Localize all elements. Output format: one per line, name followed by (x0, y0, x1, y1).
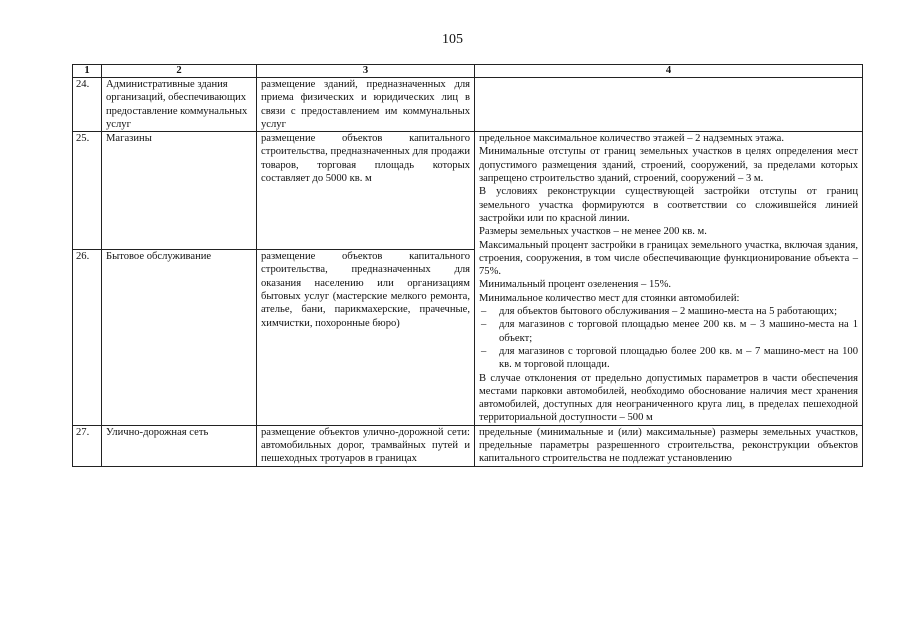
param-parking-title: Минимальное количество мест для стоянки автомобилей: (479, 292, 740, 304)
use-name: Бытовое обслуживание (102, 250, 257, 426)
list-item: – для объектов бытового обслуживания – 2 машино-места на 5 работающих; (479, 305, 858, 318)
param-parking-deviation: В случае отклонения от предельно допустимых параметров в части обеспечения местами парковки автомобилей, необходимо обоснование наличия мест хранения автомобилей, доступных для неограниченного круга лиц, в пределах пешеходной территориальной доступности – 500 м (479, 372, 858, 424)
param-not-set: предельные (минимальные и (или) максимальные) размеры земельных участков, предельные параметры разрешенного строительства, реконструкции объектов капитального строительства не подлежат установлению (479, 426, 858, 465)
use-params (475, 425, 863, 466)
use-description: размещение объектов капитального строительства, предназначенных для продажи товаров, торговая площадь которых составляет до 5000 кв. м (257, 132, 475, 250)
param-setbacks: Минимальные отступы от границ земельных участков в целях определения мест допустимого размещения зданий, строений, сооружений, за пределами которых запрещено строительство зданий, строений, сооружений – 3 м. (479, 146, 858, 185)
row-number: 26. (73, 250, 102, 426)
use-params (475, 132, 863, 426)
list-item: – для магазинов с торговой площадью более 200 кв. м – 7 машино-мест на 100 кв. м торговой площади. (479, 345, 858, 372)
table-row (73, 132, 863, 250)
list-item: – для магазинов с торговой площадью менее 200 кв. м – 3 машино-места на 1 объект; (479, 318, 858, 345)
header-col-2: 2 (102, 65, 257, 78)
zoning-table (72, 64, 863, 467)
param-reconstruction: В условиях реконструкции существующей застройки отступы от границ земельного участка формируются в соответствии со сложившейся линией застройки или по красной линии. (479, 186, 858, 224)
param-greenery: Минимальный процент озеленения – 15%. (479, 279, 672, 291)
table-row (73, 78, 863, 132)
param-coverage: Максимальный процент застройки в границах земельного участка, включая здания, строения, сооружения, в том числе обеспечивающие функционирование объекта – 75%. (479, 239, 858, 278)
parking-list (479, 305, 858, 371)
use-name: Улично-дорожная сеть (102, 425, 257, 466)
table-row (73, 425, 863, 466)
use-description: размещение объектов капитального строительства, предназначенных для оказания населению или организациям бытовых услуг (мастерские мелкого ремонта, ателье, бани, парикмахерские, прачечные, химчистки, похоронные бюро) (257, 250, 475, 426)
header-col-1: 1 (73, 65, 102, 78)
use-name: Магазины (102, 132, 257, 250)
row-number: 25. (73, 132, 102, 250)
header-col-3: 3 (257, 65, 475, 78)
header-col-4: 4 (475, 65, 863, 78)
use-params-empty (475, 78, 863, 132)
header-row (73, 65, 863, 78)
row-number: 24. (73, 78, 102, 132)
row-number: 27. (73, 425, 102, 466)
use-description: размещение зданий, предназначенных для приема физических и юридических лиц в связи с предоставлением им коммунальных услуг (257, 78, 475, 132)
use-name: Административные здания организаций, обеспечивающих предоставление коммунальных услуг (102, 78, 257, 132)
param-floors: предельное максимальное количество этажей – 2 надземных этажа. (479, 133, 784, 145)
page-number: 105 (442, 32, 463, 47)
use-description: размещение объектов улично-дорожной сети: автомобильных дорог, трамвайных путей и пешеходных тротуаров в границах (257, 425, 475, 466)
param-plot-size: Размеры земельных участков – не менее 200 кв. м. (479, 226, 707, 238)
